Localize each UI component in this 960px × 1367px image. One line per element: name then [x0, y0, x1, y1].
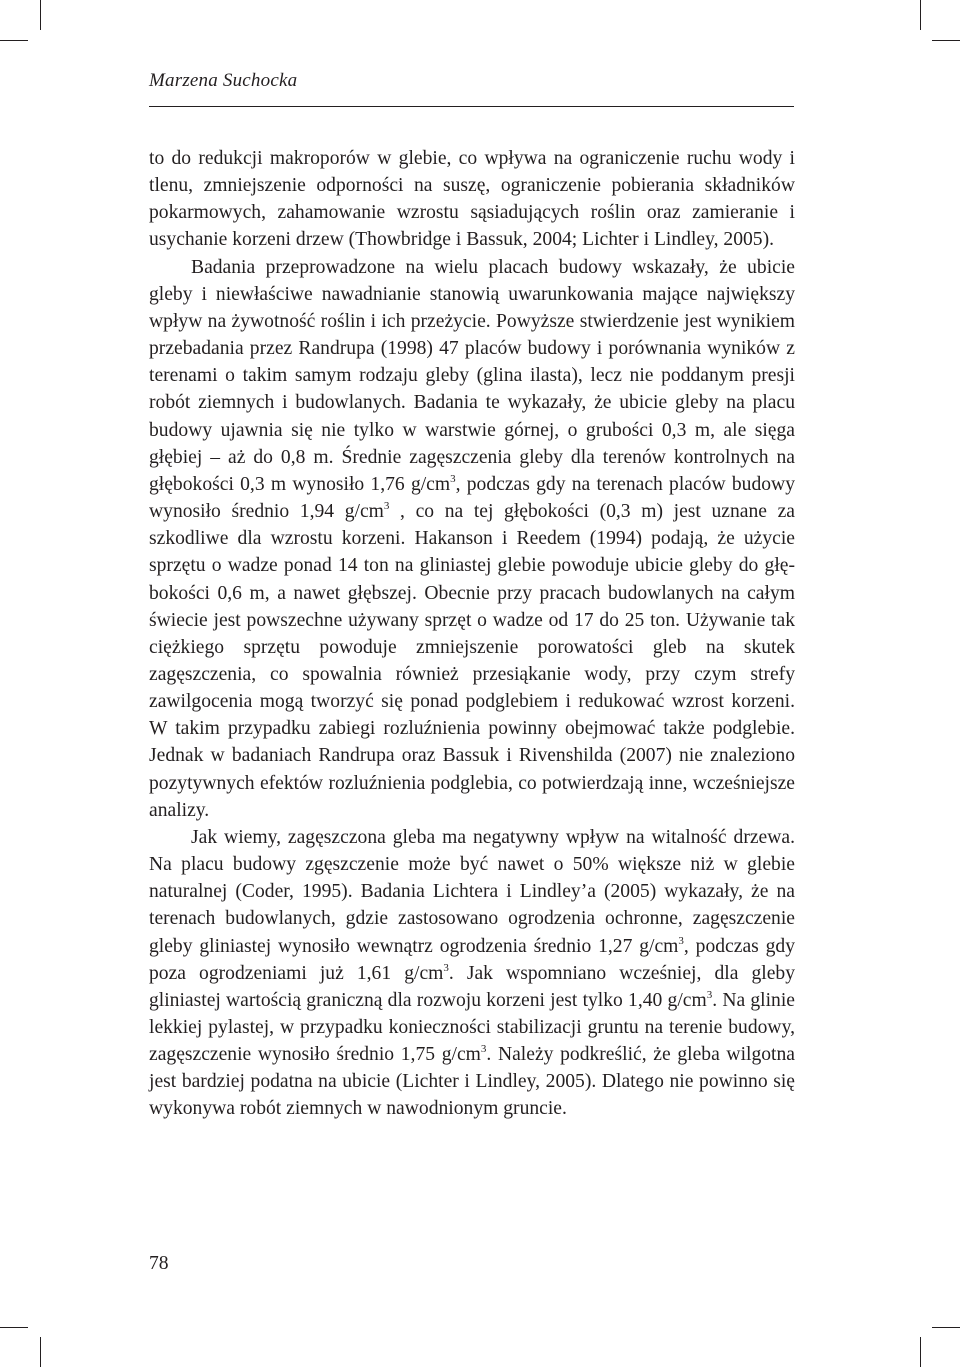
paragraph-text: . Na glinie lekkiej pylastej, w przypadku konieczności stabilizacji gruntu na terenie budowy, zagęszczenie wynosiło średnio 1,75 g/cm: [149, 989, 795, 1066]
paragraph-text: . Jak wspomniano wcześniej, dla gleby gliniastej wartością graniczną dla rozwoju korzeni jest tylko 1,40 g/cm: [149, 962, 795, 1011]
paragraph-text: Jak wiemy, zagęszczona gleba ma negatywny wpływ na witalność drzewa. Na placu budowy zgęszczenie może być nawet o 50% większe niż w glebie naturalnej (Coder, 1995). Badania Lichtera i Lindley’a (2005) wykazały, że na terenach budowlanych, gdzie zastosowano ogrodzenia ochronne, zagęszczenie gleby gliniastej wynosiło wewnątrz ogrodzenia średnio 1,27 g/cm: [149, 826, 795, 957]
running-head-author: Marzena Suchocka: [149, 70, 298, 91]
paragraph-text: Badania przeprowadzone na wielu placach budowy wskazały, że ubicie gleby i niewłaściwe nawadnianie stanowią uwarunkowania mające największy wpływ na żywotność roślin i ich przeżycie. Powyższe stwierdzenie jest wynikiem przebadania przez Randrupa (1998) 47 placów budowy i porównania wyników z terenami o takim samym rodzaju gleby (glina ilasta), lecz nie poddanym presji robót ziemnych i budowlanych. Badania te wykazały, że ubicie gleby na placu budowy ujawnia się nie tylko w warstwie górnej, o grubości 0,3 m, ale sięga głębiej – aż do 0,8 m. Średnie zagęszczenia gleby dla terenów kontrolnych na głębokości 0,3 m wynosiło 1,76 g/cm: [149, 256, 795, 495]
crop-mark-bottom-right-h: [932, 1327, 960, 1328]
superscript: 3: [383, 500, 390, 513]
crop-mark-bottom-right: [920, 1337, 921, 1367]
paragraph: [149, 824, 795, 1123]
page-number: 78: [149, 1253, 169, 1274]
paragraph-text: , podczas gdy na terenach placów budowy wynosiło średnio 1,94 g/cm: [149, 473, 795, 523]
paragraph-text: , co na tej głębokości (0,3 m) jest uznane za szkodliwe dla wzrostu korzeni. Hakanson i Reedem (1994) podają, że użycie sprzętu o wadze ponad 14 ton na gliniastej glebie powoduje ubicie gleby do głębokości 0,6 m, a nawet głębszej. Obecnie przy pracach budowlanych na całym świecie jest powszechne używany sprzęt o wadze od 17 do 25 ton. Używanie tak ciężkiego sprzętu powoduje zmniejszenie porowatości gleb na skutek zagęszczenia, co spowalnia również przesiąkanie wody, przy czym strefy zawilgocenia mogą tworzyć się ponad podglebiem i redukować wzrost korzeni. W takim przypadku zabiegi rozluźnienia powinny obejmować także podglebie. Jednak w badaniach Randrupa oraz Bassuk i Rivenshilda (2007) nie znaleziono pozytywnych efektów rozluźnienia podglebia, co potwierdzają inne, wcześniejsze analizy.: [149, 501, 795, 821]
crop-mark-bottom-left-h: [0, 1327, 28, 1328]
paragraph-text: . Należy podkreślić, że gleba wilgotna jest bardziej podatna na ubicie (Lichter i Lindley, 2005). Dlatego nie powinno się wykonywa robót ziemnych w nawodnionym gruncie.: [149, 1044, 795, 1120]
crop-mark-top-right-h: [932, 40, 960, 41]
paragraph-text: , podczas gdy poza ogrodzeniami już 1,61 g/cm: [149, 935, 795, 984]
crop-mark-top-right: [920, 0, 921, 30]
paragraph-text: to do redukcji makroporów w glebie, co wpływa na ograniczenie ruchu wody i tlenu, zmniejszenie odporności na suszę, ograniczenie pobierania składników pokarmowych, zahamowanie wzrostu sąsiadujących roślin oraz zamieranie i usychanie korzeni drzew (Thowbridge i Bassuk, 2004; Lichter i Lindley, 2005).: [149, 148, 795, 251]
header-rule: [149, 106, 794, 107]
body-text: [149, 145, 795, 1123]
paragraph: [149, 145, 795, 254]
crop-mark-bottom-left: [40, 1337, 41, 1367]
superscript: 3: [450, 472, 456, 485]
superscript: 3: [443, 961, 449, 974]
crop-mark-top-left: [40, 0, 41, 30]
superscript: 3: [706, 988, 713, 1001]
paragraph: [149, 254, 795, 824]
superscript: 3: [678, 934, 684, 947]
superscript: 3: [480, 1043, 487, 1056]
crop-mark-top-left-h: [0, 40, 28, 41]
